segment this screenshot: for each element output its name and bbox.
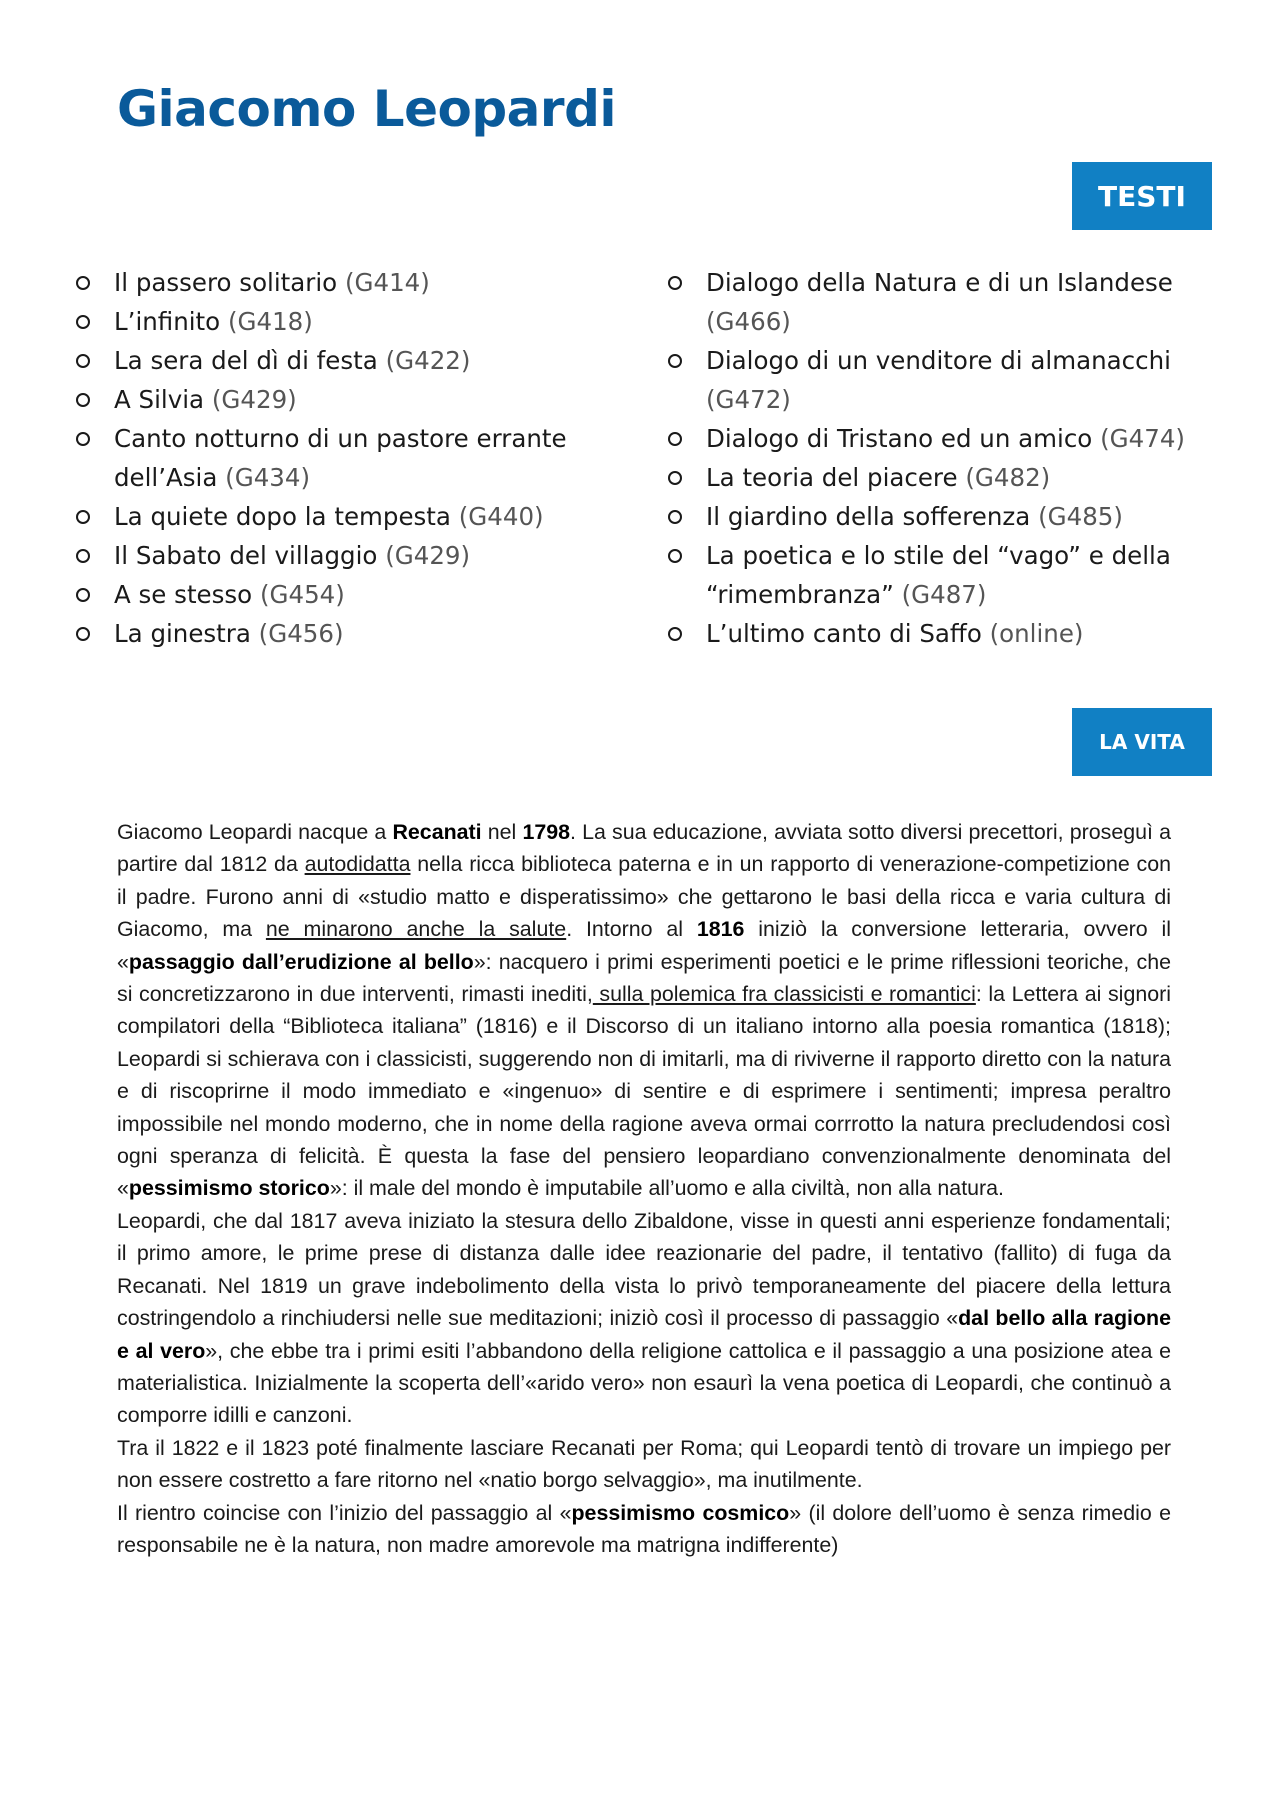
text-ref: (G434) (225, 463, 311, 492)
section-badge-testi: TESTI (1072, 162, 1212, 230)
list-item (76, 341, 636, 380)
list-item (668, 614, 1223, 653)
hollow-circle-icon (76, 354, 90, 368)
text-title: La teoria del piacere (706, 463, 958, 492)
text-title: Il passero solitario (114, 268, 338, 297)
hollow-circle-icon (76, 432, 90, 446)
texts-list-left (76, 263, 636, 653)
bio-text: nel (481, 820, 523, 844)
bio-text: nella ricca biblioteca paterna e in un rapporto di venerazione-competizione con il padre. Furono anni di «studio matto e disperatissimo» che gettarono le basi della ricca e varia cultura di Giacomo, ma (117, 852, 1171, 942)
text-ref: (G429) (211, 385, 297, 414)
bio-underline: autodidatta (304, 852, 411, 877)
text-ref: (G485) (1038, 502, 1123, 531)
text-ref: (G482) (965, 463, 1051, 492)
text-ref: (G429) (385, 541, 471, 570)
bio-bold: dal bello alla ragione e al vero (117, 1306, 1172, 1363)
text-ref: (G466) (706, 307, 791, 336)
hollow-circle-icon (76, 549, 90, 563)
bio-bold: 1798 (522, 820, 571, 844)
bio-paragraph (117, 816, 1171, 1205)
text-title: Dialogo di un venditore di almanacchi (706, 346, 1171, 375)
hollow-circle-icon (76, 276, 90, 290)
biography-text (117, 816, 1171, 1561)
text-ref: (G414) (344, 268, 430, 297)
page-title: Giacomo Leopardi (117, 80, 617, 138)
bio-text: Leopardi, che dal 1817 aveva iniziato la stesura dello Zibaldone, visse in questi anni esperienze fondamentali; il primo amore, le prime prese di distanza dalle idee reazionarie del padre, il tentativo (fallito) di fuga da Recanati. Nel 1819 un grave indebolimento della vista lo privò temporaneamente del piacere della lettura costringendolo a rinchiudersi nelle sue meditazioni; iniziò così il processo di passaggio « (117, 1208, 1171, 1331)
list-item (76, 419, 636, 497)
text-ref: (G474) (1100, 424, 1185, 453)
text-title: Dialogo della Natura e di un Islandese (706, 268, 1173, 297)
hollow-circle-icon (668, 432, 682, 446)
hollow-circle-icon (668, 510, 682, 524)
bio-text: : la Lettera ai signori compilatori della “Biblioteca italiana” (1816) e il Discorso di un italiano intorno alla poesia romantica (1818); Leopardi si schierava con i classicisti, suggerendo non di imitarli, ma di riviverne il rapporto diretto con la natura e di riscoprirne il modo immediato e «ingenuo» di sentire e di esprimere i sentimenti; impresa peraltro impossibile nel mondo moderno, che in nome della ragione aveva ormai corrrotto la natura precludendosi così ogni speranza di felicità. È questa la fase del pensiero leopardiano convenzionalmente denominata del « (117, 982, 1172, 1201)
bio-bold: Recanati (392, 820, 482, 844)
bio-text: Giacomo Leopardi nacque a (117, 820, 393, 844)
list-item (668, 341, 1223, 419)
bio-bold: pessimismo cosmico (571, 1500, 790, 1525)
hollow-circle-icon (668, 471, 682, 485)
bio-bold: pessimismo storico (128, 1176, 330, 1201)
text-title: A se stesso (114, 580, 253, 609)
hollow-circle-icon (668, 549, 682, 563)
text-title: L’infinito (114, 307, 221, 336)
text-title: Dialogo di Tristano ed un amico (706, 424, 1093, 453)
text-ref: (G440) (458, 502, 544, 531)
list-item (76, 380, 636, 419)
list-item (76, 302, 636, 341)
list-item (76, 263, 636, 302)
list-item (668, 458, 1223, 497)
text-title: La poetica e lo stile del “vago” e della “rimembranza” (706, 541, 1171, 609)
bio-text: . Intorno al (566, 917, 697, 942)
list-item (76, 614, 636, 653)
text-title: Il Sabato del villaggio (114, 541, 378, 570)
hollow-circle-icon (668, 627, 682, 641)
bio-bold: 1816 (696, 917, 745, 942)
list-item (668, 536, 1223, 614)
text-title: L’ultimo canto di Saffo (706, 619, 982, 648)
text-title: Canto notturno di un pastore errante dell’Asia (114, 424, 567, 492)
text-title: La ginestra (114, 619, 251, 648)
bio-text: » (il dolore dell’uomo è senza rimedio e responsabile ne è la natura, non madre amorevole ma matrigna indifferente) (117, 1500, 1171, 1557)
text-ref: (G472) (706, 385, 791, 414)
section-badge-la-vita: LA VITA (1072, 708, 1212, 776)
text-ref: (G487) (901, 580, 987, 609)
list-item (76, 575, 636, 614)
texts-list-right (668, 263, 1223, 653)
text-ref: (G418) (227, 307, 313, 336)
hollow-circle-icon (76, 315, 90, 329)
hollow-circle-icon (668, 354, 682, 368)
bio-text: », che ebbe tra i primi esiti l’abbandono della religione cattolica e il passaggio a una posizione atea e materialistica. Inizialmente la scoperta dell’«arido vero» non esaurì la vena poetica di Leopardi, che continuò a comporre idilli e canzoni. (117, 1338, 1171, 1428)
bio-text: »: il male del mondo è imputabile all’uomo e alla civiltà, non alla natura. (329, 1176, 1004, 1201)
text-ref: (G456) (258, 619, 344, 648)
bio-paragraph (117, 1497, 1171, 1562)
bio-underline: ne minarono anche la salute (265, 917, 567, 942)
bio-text: »: nacquero i primi esperimenti poetici e le prime riflessioni teoriche, che si concretizzarono in due interventi, rimasti inediti, (117, 949, 1172, 1007)
text-ref: (G422) (385, 346, 471, 375)
hollow-circle-icon (76, 510, 90, 524)
bio-underline: sulla polemica fra classicisti e romantici (592, 982, 976, 1007)
bio-text: Il rientro coincise con l’inizio del passaggio al « (117, 1500, 572, 1525)
bio-paragraph (117, 1205, 1171, 1432)
bio-text: iniziò la conversione letteraria, ovvero il « (117, 917, 1171, 974)
hollow-circle-icon (668, 276, 682, 290)
text-ref: (G454) (259, 580, 345, 609)
text-title: A Silvia (114, 385, 205, 414)
bio-bold: passaggio dall’erudizione al bello (128, 949, 474, 974)
hollow-circle-icon (76, 588, 90, 602)
list-item (668, 263, 1223, 341)
text-title: La quiete dopo la tempesta (114, 502, 451, 531)
bio-paragraph: Tra il 1822 e il 1823 poté finalmente lasciare Recanati per Roma; qui Leopardi tentò di trovare un impiego per non essere costretto a fare ritorno nel «natio borgo selvaggio», ma inutilmente. (117, 1435, 1171, 1493)
list-item (76, 536, 636, 575)
bio-text: . La sua educazione, avviata sotto diversi precettori, proseguì a partire dal 1812 da (117, 820, 1171, 877)
text-title: La sera del dì di festa (114, 346, 378, 375)
list-item (668, 497, 1223, 536)
hollow-circle-icon (76, 393, 90, 407)
list-item (76, 497, 636, 536)
hollow-circle-icon (76, 627, 90, 641)
list-item (668, 419, 1223, 458)
text-ref: (online) (989, 619, 1084, 648)
text-title: Il giardino della sofferenza (706, 502, 1031, 531)
